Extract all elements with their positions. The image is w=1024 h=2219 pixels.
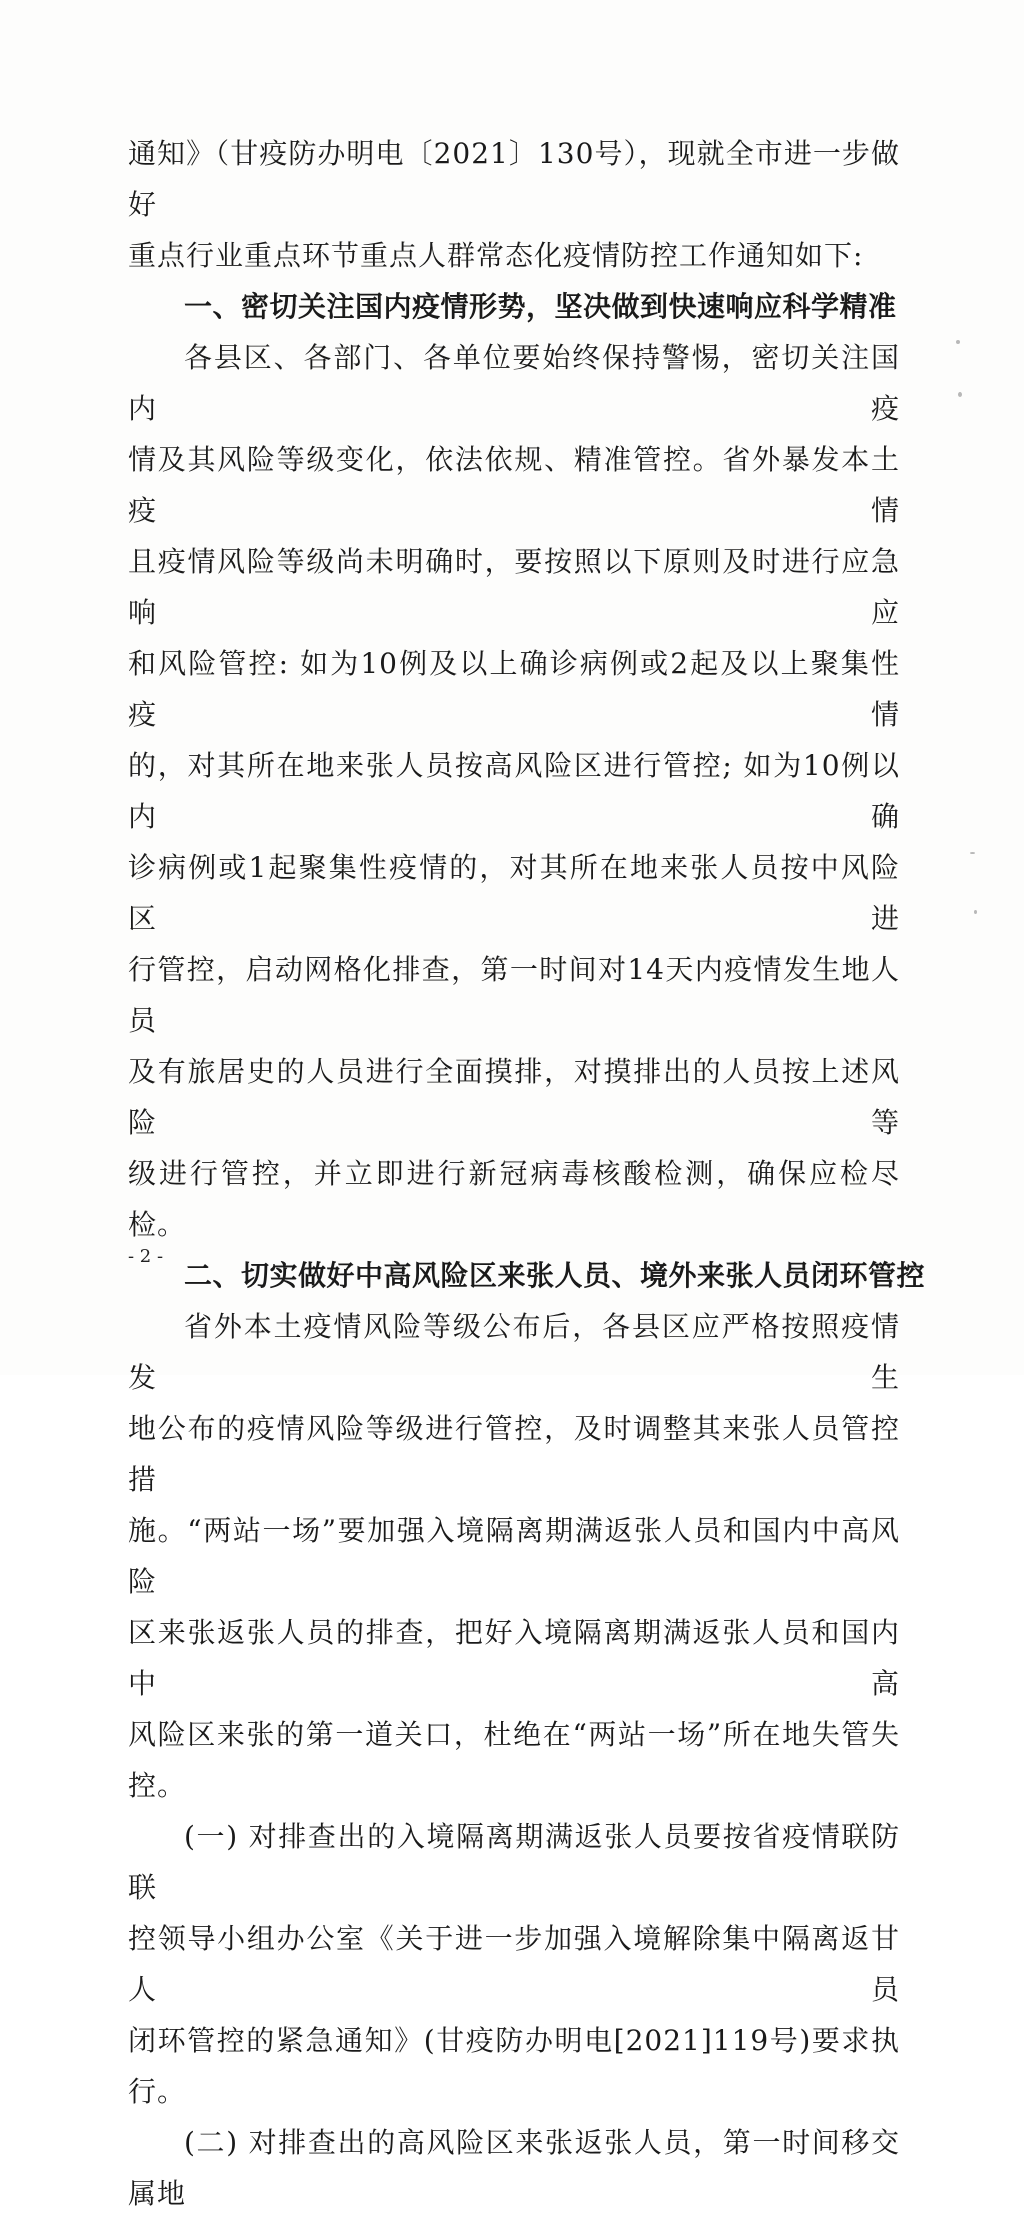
paragraph-line: 省外本土疫情风险等级公布后，各县区应严格按照疫情发生	[128, 1310, 900, 1394]
paragraph-line: 情及其风险等级变化，依法依规、精准管控。省外暴发本土疫情	[128, 443, 900, 527]
scan-speck	[970, 852, 975, 854]
paragraph-line: 控领导小组办公室《关于进一步加强入境解除集中隔离返甘人员	[128, 1922, 900, 2006]
paragraph-line: 行管控，启动网格化排查，第一时间对14天内疫情发生地人员	[128, 953, 900, 1037]
paragraph-line: 区来张返张人员的排查，把好入境隔离期满返张人员和国内中高	[128, 1616, 900, 1700]
paragraph-line: 闭环管控的紧急通知》(甘疫防办明电[2021]119号)要求执行。	[128, 2024, 900, 2108]
paragraph-line: 通知》（甘疫防办明电〔2021〕130号），现就全市进一步做好	[128, 137, 900, 221]
paragraph-line: 的，对其所在地来张人员按高风险区进行管控; 如为10例以内确	[128, 749, 900, 833]
paragraph-line: 地公布的疫情风险等级进行管控，及时调整其来张人员管控措	[128, 1412, 900, 1496]
section-heading-1: 一、密切关注国内疫情形势，坚决做到快速响应科学精准	[184, 290, 897, 323]
paragraph-line: 施。“两站一场”要加强入境隔离期满返张人员和国内中高风险	[128, 1514, 900, 1598]
paragraph-line: 诊病例或1起聚集性疫情的，对其所在地来张人员按中风险区进	[128, 851, 900, 935]
document-body	[128, 128, 926, 2219]
paragraph-line: 重点行业重点环节重点人群常态化疫情防控工作通知如下:	[128, 239, 864, 272]
scan-speck	[974, 910, 977, 914]
paragraph-line: 且疫情风险等级尚未明确时，要按照以下原则及时进行应急响应	[128, 545, 900, 629]
paragraph-line: (二) 对排查出的高风险区来张返张人员，第一时间移交属地	[128, 2126, 900, 2210]
paragraph-line: 风险区来张的第一道关口，杜绝在“两站一场”所在地失管失控。	[128, 1718, 900, 1802]
paragraph-line: (一) 对排查出的入境隔离期满返张人员要按省疫情联防联	[128, 1820, 900, 1904]
paragraph-line: 和风险管控: 如为10例及以上确诊病例或2起及以上聚集性疫情	[128, 647, 900, 731]
paragraph-line: 及有旅居史的人员进行全面摸排，对摸排出的人员按上述风险等	[128, 1055, 900, 1139]
section-heading-2: 二、切实做好中高风险区来张人员、境外来张人员闭环管控	[184, 1259, 926, 1292]
scan-speck	[958, 392, 962, 397]
paragraph-line: 各县区、各部门、各单位要始终保持警惕，密切关注国内疫	[128, 341, 900, 425]
scan-speck	[956, 340, 960, 344]
paragraph-line: 级进行管控，并立即进行新冠病毒核酸检测，确保应检尽检。	[128, 1157, 900, 1241]
page-number: - 2 -	[128, 1246, 164, 1267]
